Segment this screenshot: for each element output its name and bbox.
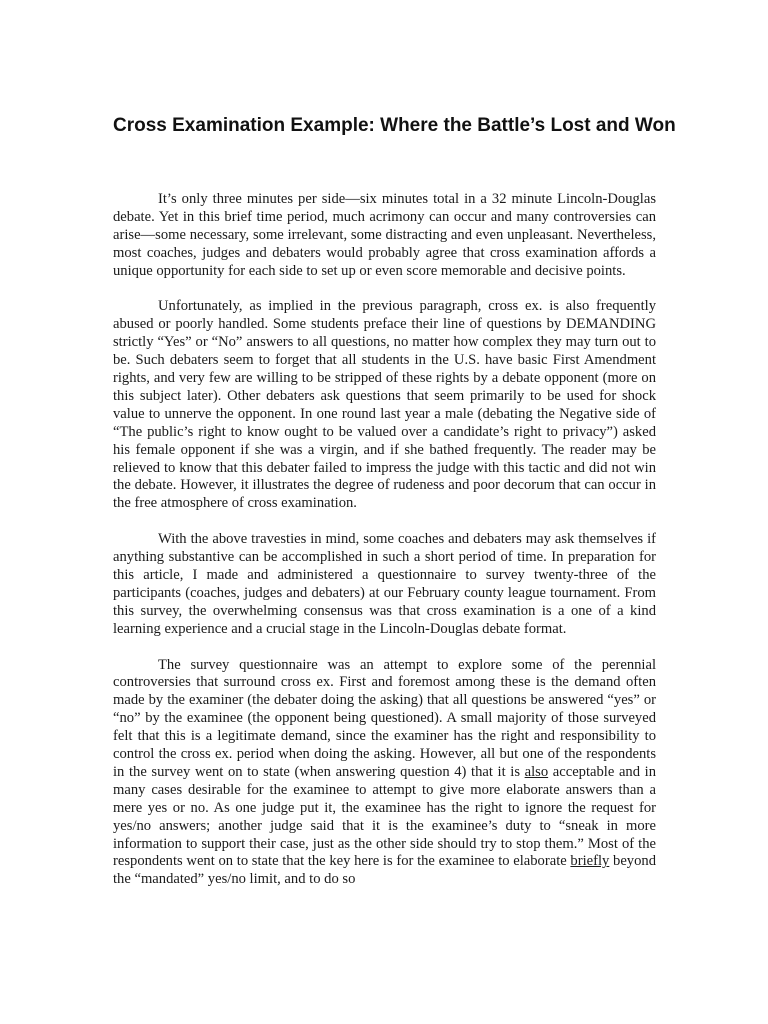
paragraph-4-text-b: acceptable and in many cases desirable for the examinee to attempt to give more elaborate answers than a mere yes or no. As one judge put it, the examinee has the right to ignore the request for yes/no answers; another judge said that it is the examinee’s duty to “sneak in more information to support their case, just as the other side should try to stop them.” Most of the respondents went on to state that the key here is for the examinee to elaborate (113, 763, 656, 870)
paragraph-3: With the above travesties in mind, some coaches and debaters may ask themselves if anything substantive can be accomplished in such a short period of time. In preparation for this article, I made and administered a questionnaire to survey twenty-three of the participants (coaches, judges and debaters) at our February county league tournament. From this survey, the overwhelming consensus was that cross examination is a one of a kind learning experience and a crucial stage in the Lincoln-Douglas debate format. (113, 531, 656, 637)
paragraph-2: Unfortunately, as implied in the previous paragraph, cross ex. is also frequently abused or poorly handled. Some students preface their line of questions by DEMANDING strictly “Yes” or “No” answers to all questions, no matter how complex they may turn out to be. Such debaters seem to forget that all students in the U.S. have basic First Amendment rights, and very few are willing to be stripped of these rights by a debate opponent (more on this subject later). Other debaters ask questions that seem primarily to be used for shock value to unnerve the opponent. In one round last year a male (debating the Negative side of “The public’s right to know ought to be valued over a candidate’s right to privacy”) asked his female opponent if she was a virgin, and if she bathed frequently. The reader may be relieved to know that this debater failed to impress the judge with this tactic and did not win the debate. However, it illustrates the degree of rudeness and poor decorum that can occur in the free atmosphere of cross examination. (113, 298, 656, 512)
underlined-word-briefly: briefly (570, 853, 610, 870)
document-body (113, 191, 656, 889)
paragraph-1: It’s only three minutes per side—six minutes total in a 32 minute Lincoln-Douglas debate. Yet in this brief time period, much acrimony can occur and many controversies can arise—some necessary, some irrelevant, some distracting and even unpleasant. Nevertheless, most coaches, judges and debaters would probably agree that cross examination affords a unique opportunity for each side to set up or even score memorable and decisive points. (113, 191, 656, 279)
paragraph-4 (113, 657, 656, 890)
paragraph-4-text-a: The survey questionnaire was an attempt to explore some of the perennial controversies that surround cross ex. First and foremost among these is the demand often made by the examiner (the debater doing the asking) that all questions be answered “yes” or “no” by the examinee (the opponent being questioned). A small majority of those surveyed felt that this is a legitimate demand, since the examiner has the right and responsibility to control the cross ex. period when doing the asking. However, all but one of the respondents in the survey went on to state (when answering question 4) that it is (113, 656, 656, 780)
paragraph-4-text-c: beyond the “mandated” yes/no limit, and to do so (113, 853, 656, 888)
document-title: Cross Examination Example: Where the Battle’s Lost and Won (113, 115, 676, 136)
underlined-word-also: also (524, 763, 549, 780)
